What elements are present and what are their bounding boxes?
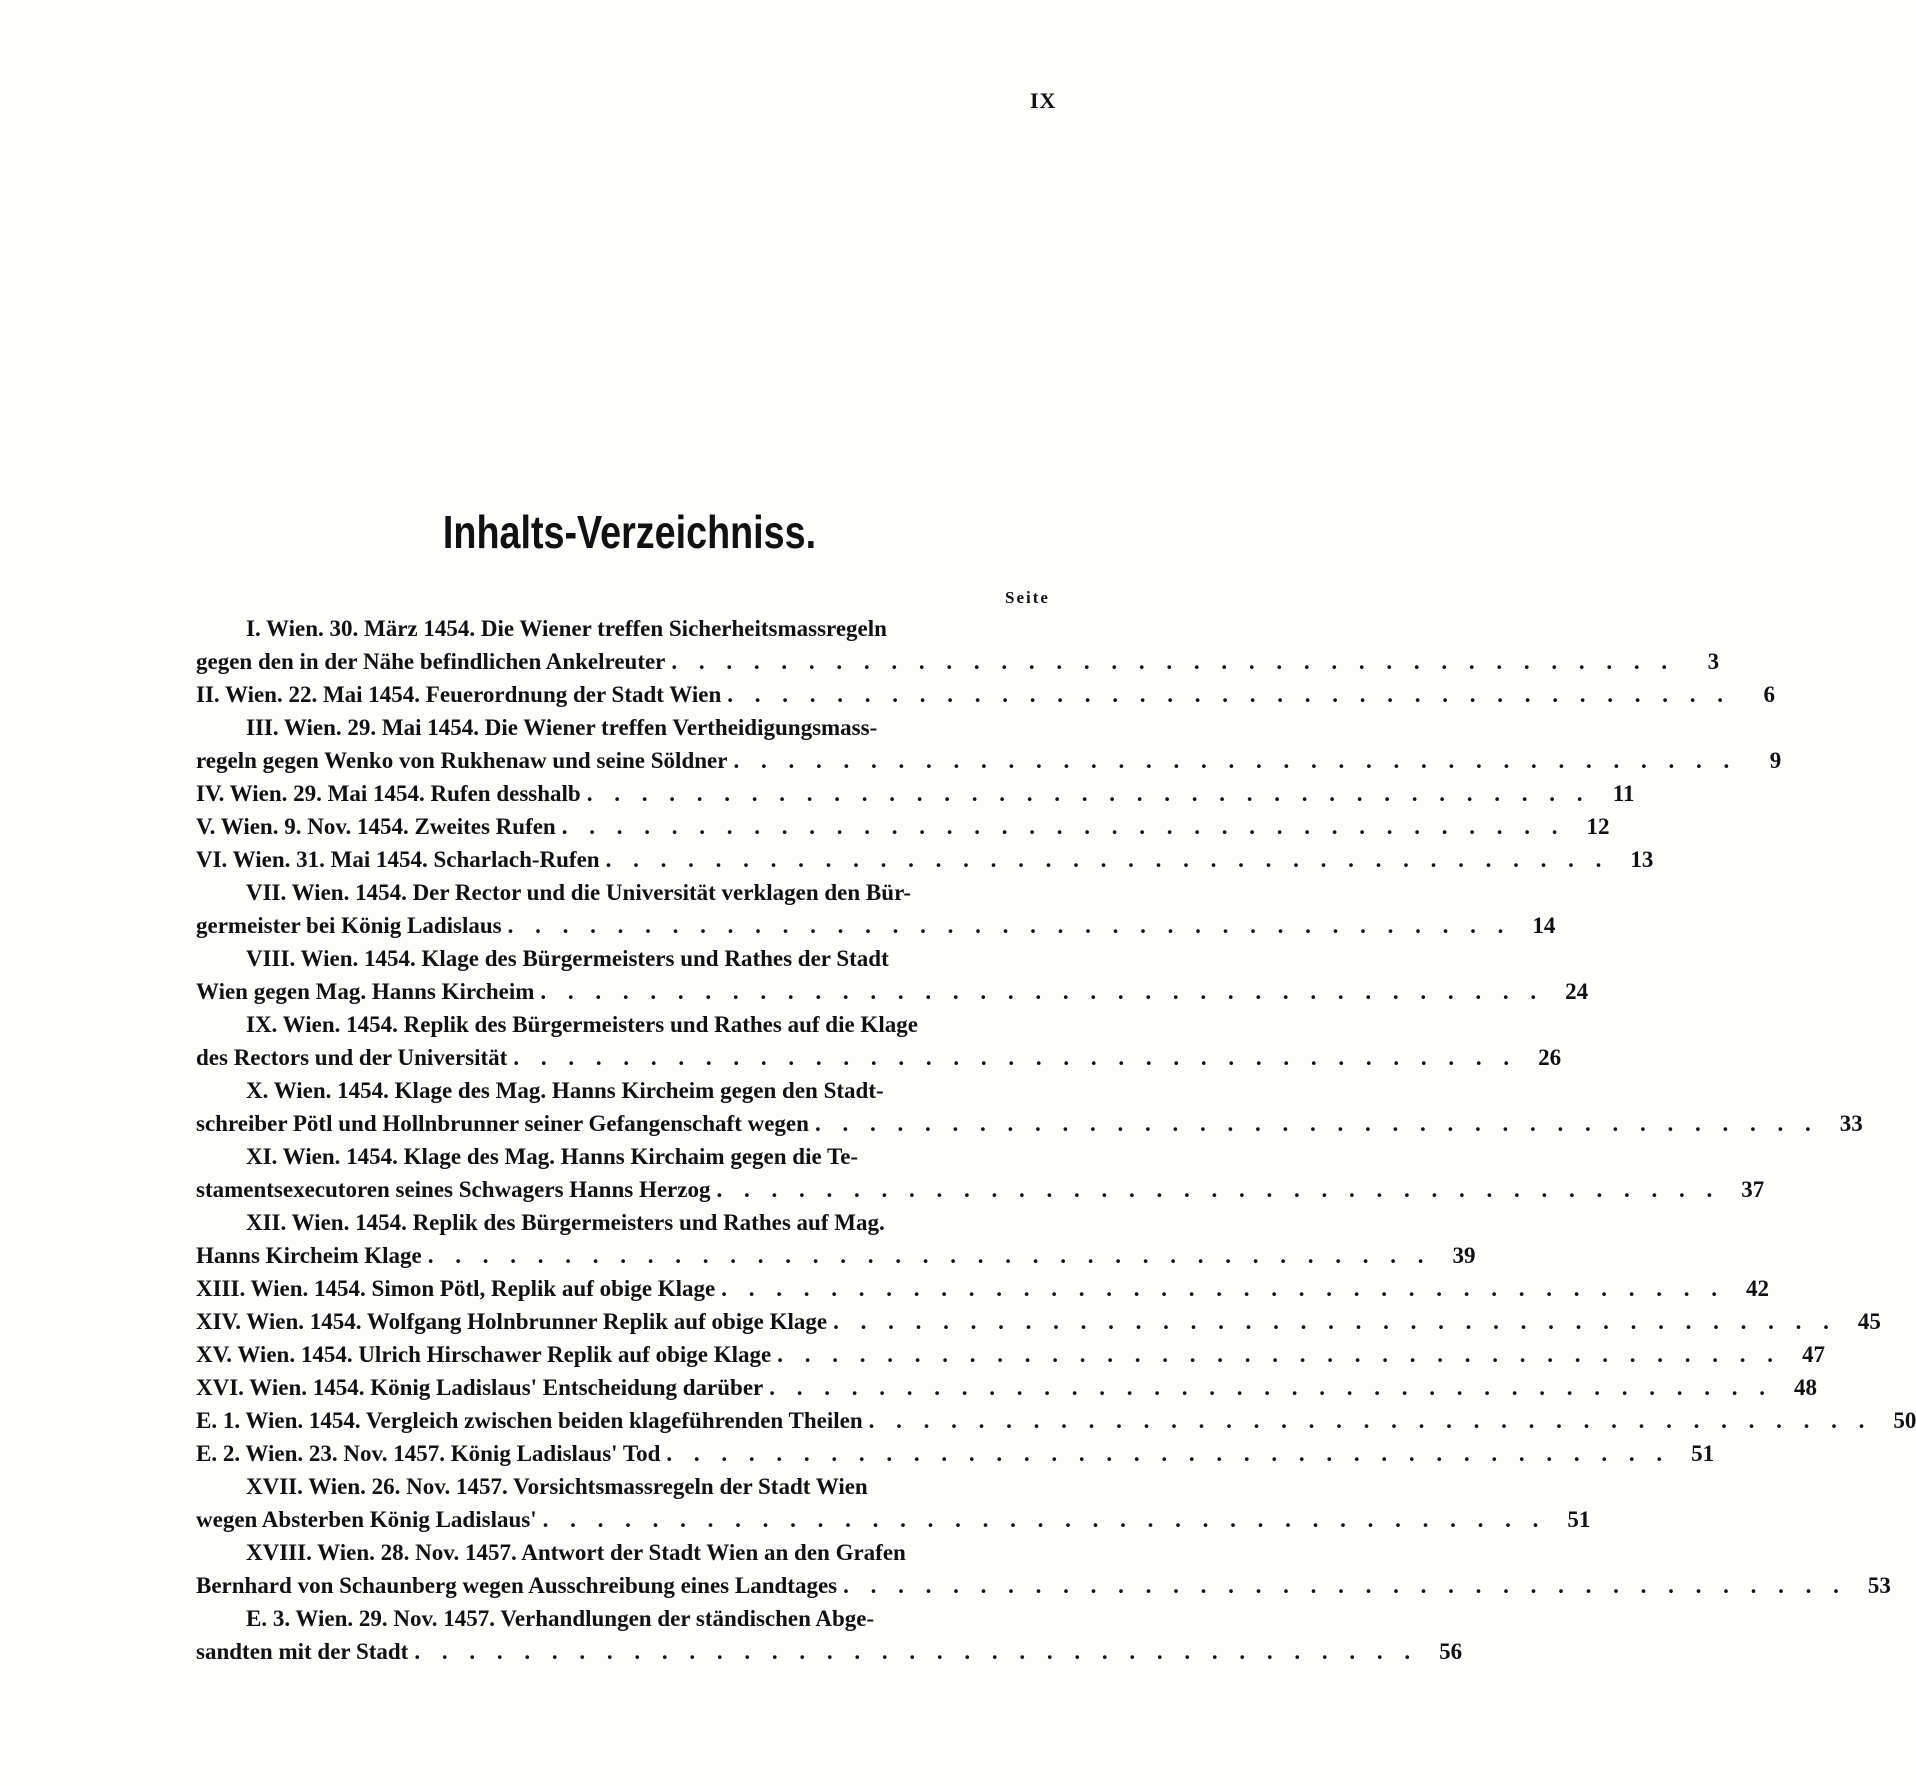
dot-leader: . . . . . . . . . . . . . . . . . . . . . . . . . . . . . . . . . . . . . [507,913,1512,938]
dot-leader: . . . . . . . . . . . . . . . . . . . . . . . . . . . . . . . . . . . . . [561,814,1566,839]
toc-entry-text: gegen den in der Nähe befindlichen Ankelreuter [196,649,666,674]
toc-entry-text: VII. Wien. 1454. Der Rector und die Universität verklagen den Bür- [246,880,912,905]
toc-page-number: 47 [1801,1342,1825,1367]
toc-entry-line [196,1635,1463,1668]
toc-entry-line [196,645,1720,678]
dot-leader: . . . . . . . . . . . . . . . . . . . . . . . . . . . . . . . . . . . . . [777,1342,1781,1367]
toc-entry-line [196,1536,1060,1569]
toc-page-number: 33 [1839,1111,1863,1136]
toc-page-number: 6 [1763,682,1775,707]
toc-entry-line [196,1140,1060,1173]
seite-label: Seite [1005,588,1050,607]
toc-entry-line [196,1173,1765,1206]
toc-entry-line [196,1338,1825,1371]
toc-entry-text: regeln gegen Wenko von Rukhenaw und seine Söldner [196,748,728,773]
toc-entry-text: sandten mit der Stadt [196,1639,409,1664]
toc-entry-line [196,678,1775,711]
toc-entry-text: Bernhard von Schaunberg wegen Ausschreibung eines Landtages [196,1573,838,1598]
toc-entry-line [196,1206,1060,1239]
toc-entry-text: des Rectors und der Universität [196,1045,508,1070]
toc-entry-text: IX. Wien. 1454. Replik des Bürgermeisters und Rathes auf die Klage [246,1012,918,1037]
dot-leader: . . . . . . . . . . . . . . . . . . . . . . . . . . . . . . . . . . . . . [868,1408,1873,1433]
toc-entry-text: XII. Wien. 1454. Replik des Bürgermeisters und Rathes auf Mag. [246,1210,885,1235]
toc-page-number: 11 [1612,781,1635,806]
toc-entry-line [196,909,1556,942]
dot-leader: . . . . . . . . . . . . . . . . . . . . . . . . . . . . . . . . . . . . . [843,1573,1847,1598]
toc-page-number: 51 [1691,1441,1715,1466]
toc-entry-line [196,1107,1863,1140]
toc-entry-line [196,1041,1562,1074]
toc-page-number: 42 [1746,1276,1770,1301]
toc-entry-text: VIII. Wien. 1454. Klage des Bürgermeisters und Rathes der Stadt [246,946,889,971]
toc-entry-text: V. Wien. 9. Nov. 1454. Zweites Rufen [196,814,556,839]
toc-entry-line [196,876,1060,909]
toc-entry-line [196,810,1610,843]
toc-entry-text: XVII. Wien. 26. Nov. 1457. Vorsichtsmassregeln der Stadt Wien [246,1474,868,1499]
dot-leader: . . . . . . . . . . . . . . . . . . . . . . . . . . . . . . . . . . . . . [671,649,1676,674]
dot-leader: . . . . . . . . . . . . . . . . . . . . . . . . . . . . . . . . . . . . . [586,781,1591,806]
table-of-contents [196,612,1916,1668]
dot-leader: . . . . . . . . . . . . . . . . . . . . . . . . . . . . . . . . . . . . . [716,1177,1721,1202]
toc-entry-line [196,843,1654,876]
toc-entry-line [196,1074,1060,1107]
toc-entry-text: Wien gegen Mag. Hanns Kircheim [196,979,535,1004]
toc-page-number: 9 [1769,748,1782,773]
toc-page-number: 26 [1538,1045,1562,1070]
toc-page-number: 50 [1893,1408,1916,1433]
dot-leader: . . . . . . . . . . . . . . . . . . . . . . . . . . . . . . . . . . . . . [542,1507,1547,1532]
toc-entry-line [196,942,1060,975]
toc-entry-line [196,1272,1770,1305]
toc-entry-text: wegen Absterben König Ladislaus' [196,1507,537,1532]
toc-page-number: 45 [1857,1309,1881,1334]
toc-entry-line [196,1371,1818,1404]
toc-entry-line [196,777,1635,810]
toc-entry-line [196,1470,1060,1503]
toc-entry-text: XV. Wien. 1454. Ulrich Hirschawer Replik auf obige Klage [196,1342,772,1367]
toc-entry-text: E. 1. Wien. 1454. Vergleich zwischen beiden klageführenden Theilen [196,1408,863,1433]
toc-entry-line [196,1503,1591,1536]
toc-entry-text: IV. Wien. 29. Mai 1454. Rufen desshalb [196,781,581,806]
toc-entry-text: schreiber Pötl und Hollnbrunner seiner Gefangenschaft wegen [196,1111,809,1136]
toc-page-number: 37 [1741,1177,1765,1202]
toc-page-number: 39 [1452,1243,1476,1268]
toc-page-number: 12 [1586,814,1610,839]
dot-leader: . . . . . . . . . . . . . . . . . . . . . . . . . . . . . . . . . . . . . [540,979,1545,1004]
toc-entry-text: II. Wien. 22. Mai 1454. Feuerordnung der Stadt Wien [196,682,722,707]
toc-entry-text: I. Wien. 30. März 1454. Die Wiener treffen Sicherheitsmassregeln [246,616,887,641]
toc-entry-line [196,975,1589,1008]
dot-leader: . . . . . . . . . . . . . . . . . . . . . . . . . . . . . . . . . . . . . [814,1111,1819,1136]
toc-entry-line [196,744,1782,777]
toc-entry-text: E. 2. Wien. 23. Nov. 1457. König Ladislaus' Tod [196,1441,661,1466]
toc-entry-line [196,711,1060,744]
toc-entry-text: germeister bei König Ladislaus [196,913,502,938]
toc-entry-text: III. Wien. 29. Mai 1454. Die Wiener treffen Vertheidigungsmass- [246,715,878,740]
dot-leader: . . . . . . . . . . . . . . . . . . . . . . . . . . . . . . . . . . . . . [414,1639,1419,1664]
dot-leader: . . . . . . . . . . . . . . . . . . . . . . . . . . . . . . . . . . . . . [769,1375,1774,1400]
toc-entry-text: XIII. Wien. 1454. Simon Pötl, Replik auf obige Klage [196,1276,716,1301]
toc-page-number: 24 [1565,979,1589,1004]
toc-entry-text: XVIII. Wien. 28. Nov. 1457. Antwort der Stadt Wien an den Grafen [246,1540,906,1565]
dot-leader: . . . . . . . . . . . . . . . . . . . . . . . . . . . . . . . . . . . . . [513,1045,1518,1070]
toc-page-number: 13 [1630,847,1654,872]
toc-page-number: 14 [1532,913,1556,938]
toc-entry-text: XIV. Wien. 1454. Wolfgang Holnbrunner Replik auf obige Klage [196,1309,828,1334]
page-title: Inhalts-Verzeichniss. [442,506,817,558]
toc-page-number: 53 [1867,1573,1891,1598]
toc-entry-line [196,612,1060,645]
dot-leader: . . . . . . . . . . . . . . . . . . . . . . . . . . . . . . . . . . . . . [833,1309,1837,1334]
toc-entry-text: Hanns Kircheim Klage [196,1243,422,1268]
dot-leader: . . . . . . . . . . . . . . . . . . . . . . . . . . . . . . . . . . . . . [733,748,1738,773]
toc-page-number: 51 [1567,1507,1591,1532]
dot-leader: . . . . . . . . . . . . . . . . . . . . . . . . . . . . . . . . . . . . . [727,682,1731,707]
toc-entry-text: stamentsexecutoren seines Schwagers Hanns Herzog [196,1177,711,1202]
toc-entry-line [196,1437,1715,1470]
dot-leader: . . . . . . . . . . . . . . . . . . . . . . . . . . . . . . . . . . . . . [605,847,1610,872]
dot-leader: . . . . . . . . . . . . . . . . . . . . . . . . . . . . . . . . . . . . . [721,1276,1726,1301]
toc-entry-line [196,1239,1476,1272]
toc-entry-text: X. Wien. 1454. Klage des Mag. Hanns Kircheim gegen den Stadt- [246,1078,884,1103]
toc-entry-line [196,1305,1881,1338]
toc-entry-line [196,1404,1916,1437]
toc-entry-text: VI. Wien. 31. Mai 1454. Scharlach-Rufen [196,847,600,872]
toc-page-number: 3 [1707,649,1720,674]
page-number: IX [1030,88,1057,113]
toc-entry-text: XVI. Wien. 1454. König Ladislaus' Entscheidung darüber [196,1375,764,1400]
toc-entry-line [196,1602,1060,1635]
toc-page-number: 48 [1794,1375,1818,1400]
toc-entry-line [196,1008,1060,1041]
toc-entry-text: XI. Wien. 1454. Klage des Mag. Hanns Kirchaim gegen die Te- [246,1144,859,1169]
dot-leader: . . . . . . . . . . . . . . . . . . . . . . . . . . . . . . . . . . . . . [427,1243,1432,1268]
toc-entry-line [196,1569,1891,1602]
toc-entry-text: E. 3. Wien. 29. Nov. 1457. Verhandlungen der ständischen Abge- [246,1606,875,1631]
toc-page-number: 56 [1439,1639,1463,1664]
dot-leader: . . . . . . . . . . . . . . . . . . . . . . . . . . . . . . . . . . . . . [666,1441,1671,1466]
